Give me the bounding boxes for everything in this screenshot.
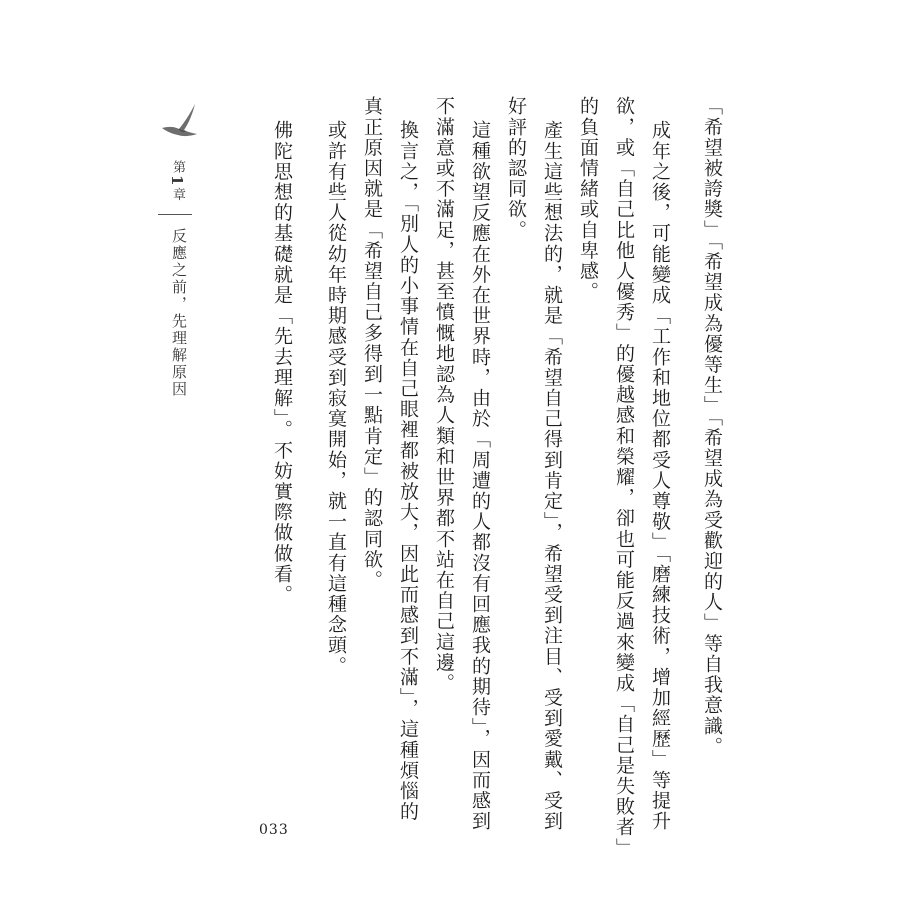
text-column: 好評的認同欲。 (505, 96, 527, 241)
bird-icon (158, 100, 200, 142)
text-column: 「希望被誇獎」「希望成為優等生」「希望成為受歡迎的人」等自我意識。 (701, 96, 723, 757)
text-column: 佛陀思想的基礎就是「先去理解」。不妨實際做做看。 (271, 120, 293, 605)
text-column: 換言之，「別人的小事情在自己眼裡都被放大，因此而感到不滿」，這種煩惱的 (397, 120, 419, 822)
chapter-number: 1 (168, 175, 186, 188)
text-column: 產生這些想法的，就是「希望自己得到肯定」，希望受到注目、受到愛戴、受到 (541, 120, 563, 832)
chapter-label (168, 160, 187, 202)
chapter-divider (158, 214, 192, 215)
text-column: 或許有些人從幼年時期感受到寂寞開始，就一直有這種念頭。 (325, 120, 347, 677)
text-column: 欲，或「自己比他人優秀」的優越感和榮耀，卻也可能反過來變成「自己是失敗者」 (613, 96, 635, 859)
chapter-prefix: 第 (170, 160, 185, 175)
chapter-title: 反應之前，先理解原因 (170, 228, 188, 398)
page-number: 033 (259, 822, 289, 838)
text-column: 不滿意或不滿足，甚至憤慨地認為人類和世界都不站在自己這邊。 (433, 96, 455, 694)
text-column: 的負面情緒或自卑感。 (577, 96, 599, 302)
text-column: 這種欲望反應在外在世界時，由於「周遭的人都沒有回應我的期待」，因而感到 (469, 120, 491, 832)
chapter-suffix: 章 (170, 187, 185, 203)
text-column: 真正原因就是「希望自己多得到一點肯定」的認同欲。 (361, 96, 383, 591)
text-column: 成年之後，可能變成「工作和地位都受人尊敬」「磨練技術，增加經歷」等提升 (649, 120, 671, 832)
